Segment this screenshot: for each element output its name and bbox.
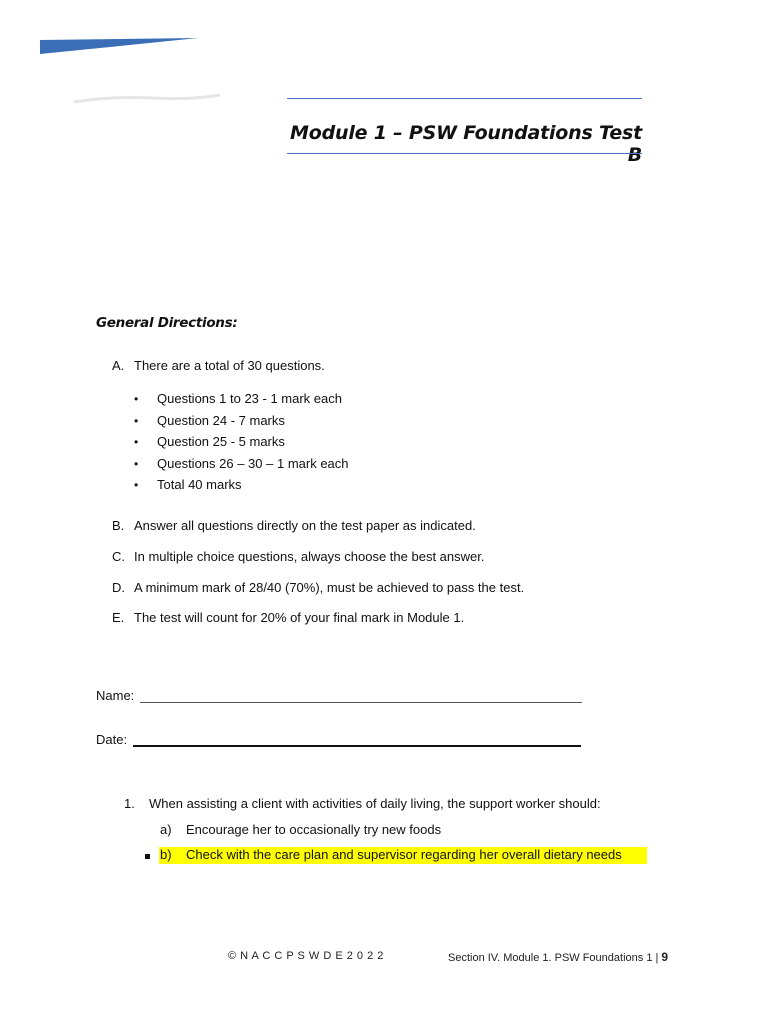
- directions-heading: General Directions:: [96, 315, 238, 331]
- footer-section-text: Section IV. Module 1. PSW Foundations 1 |: [448, 952, 659, 964]
- bullet-icon: •: [134, 435, 139, 449]
- item-letter: A.: [112, 358, 125, 373]
- title-rule-bottom: [287, 153, 642, 154]
- bullet-icon: •: [134, 392, 139, 406]
- option-a[interactable]: [160, 822, 442, 837]
- bullet-item: [134, 477, 242, 492]
- square-bullet-icon: [145, 854, 150, 859]
- bullet-text: Question 24 - 7 marks: [157, 413, 285, 428]
- item-letter: E.: [112, 610, 125, 625]
- name-field[interactable]: [140, 690, 582, 703]
- bullet-item: [134, 391, 342, 406]
- logo-graphic: [40, 38, 200, 56]
- item-text: The test will count for 20% of your final mark in Module 1.: [134, 610, 465, 625]
- bullet-text: Question 25 - 5 marks: [157, 434, 285, 449]
- item-text: A minimum mark of 28/40 (70%), must be achieved to pass the test.: [134, 580, 525, 595]
- title-rule-top: [287, 98, 642, 99]
- page-number: 9: [661, 950, 669, 964]
- option-b-highlighted[interactable]: [159, 847, 647, 864]
- item-text: There are a total of 30 questions.: [134, 358, 325, 373]
- bullet-item: [134, 456, 349, 471]
- question-text: When assisting a client with activities of daily living, the support worker should:: [149, 796, 601, 811]
- page-title: Module 1 – PSW Foundations Test B: [290, 122, 642, 166]
- option-text: Encourage her to occasionally try new foods: [186, 822, 442, 837]
- option-text: Check with the care plan and supervisor regarding her overall dietary needs: [186, 847, 622, 862]
- logo-faded-text: [72, 92, 222, 106]
- bullet-icon: •: [134, 414, 139, 428]
- item-letter: D.: [112, 580, 125, 595]
- item-text: In multiple choice questions, always choose the best answer.: [134, 549, 485, 564]
- footer-section: [448, 950, 668, 964]
- option-label: b): [160, 847, 172, 862]
- date-field[interactable]: [133, 733, 581, 747]
- option-label: a): [160, 822, 172, 837]
- footer-copyright: © N A C C P S W D E 2 0 2 2: [228, 950, 384, 962]
- bullet-text: Questions 1 to 23 - 1 mark each: [157, 391, 342, 406]
- bullet-item: [134, 434, 285, 449]
- bullet-icon: •: [134, 457, 139, 471]
- bullet-text: Questions 26 – 30 – 1 mark each: [157, 456, 349, 471]
- bullet-icon: •: [134, 478, 139, 492]
- question-1: [124, 796, 601, 811]
- item-letter: C.: [112, 549, 125, 564]
- date-label: Date:: [96, 732, 128, 747]
- item-text: Answer all questions directly on the test paper as indicated.: [134, 518, 476, 533]
- name-label: Name:: [96, 688, 135, 703]
- bullet-text: Total 40 marks: [157, 477, 242, 492]
- bullet-item: [134, 413, 285, 428]
- question-number: 1.: [124, 796, 135, 811]
- item-letter: B.: [112, 518, 125, 533]
